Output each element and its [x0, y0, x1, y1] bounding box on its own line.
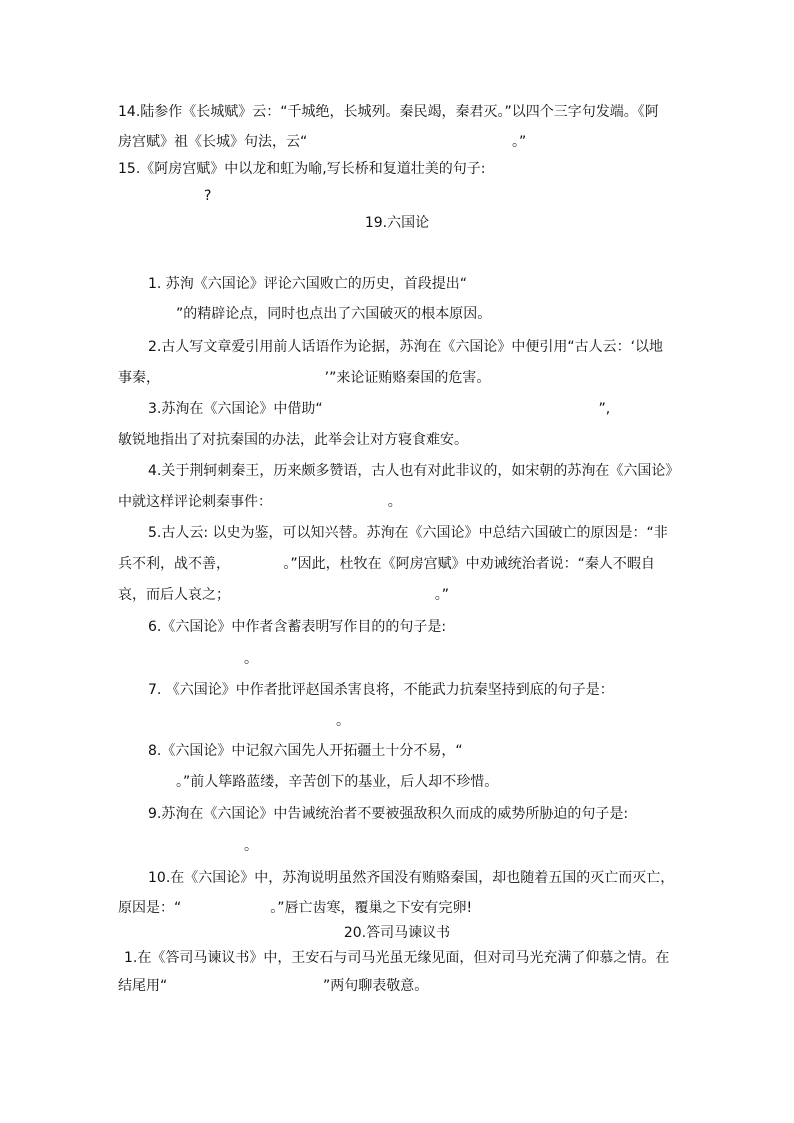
- q2-line1: 2.古人写文章爱引用前人话语作为论据，苏洵在《六国论》中便引用“古人云：‘以地: [148, 339, 664, 355]
- q15-line2: ?: [204, 188, 212, 204]
- q1-line2: ”的精辟论点，同时也点出了六国破灭的根本原因。: [176, 306, 492, 322]
- r1-line1: 1.在《答司马谏议书》中，王安石与司马光虽无缘见面，但对司马光充满了仰慕之情。在: [124, 950, 670, 966]
- q5-line2: 兵不利，战不善， 。”因此，杜牧在《阿房宫赋》中劝诫统治者说：“秦人不暇自: [118, 556, 655, 572]
- q9-line1: 9.苏洵在《六国论》中告诫统治者不要被强敌积久而成的威势所胁迫的句子是:: [148, 806, 629, 822]
- q5-line3: 哀，而后人哀之； 。”: [118, 587, 449, 603]
- q14-line1: 14.陆参作《长城赋》云：“千城绝，长城列。秦民竭，秦君灭。”以四个三字句发端。《阿: [118, 104, 659, 120]
- section-title-20: 20.答司马谏议书: [343, 925, 451, 941]
- q14-line2: 房宫赋》祖《长城》句法，云“ 。”: [118, 134, 527, 150]
- q8-line2: 。”前人筚路蓝缕，辛苦创下的基业，后人却不珍惜。: [176, 774, 499, 790]
- q8-line1: 8.《六国论》中记叙六国先人开拓疆土十分不易，“: [148, 743, 463, 759]
- q4-line1: 4.关于荆轲刺秦王，历来颇多赞语，古人也有对此非议的，如宋朝的苏洵在《六国论》: [148, 463, 680, 479]
- q6-line2: 。: [244, 651, 258, 667]
- q10-line2: 原因是：“ 。”唇亡齿寒，覆巢之下安有完卵!: [118, 900, 473, 916]
- q1-line1: 1. 苏洵《六国论》评论六国败亡的历史，首段提出“: [148, 276, 468, 292]
- q15-line1: 15.《阿房宫赋》中以龙和虹为喻,写长桥和复道壮美的句子:: [118, 161, 486, 177]
- q7-line2: 。: [336, 713, 350, 729]
- q5-line1: 5.古人云: 以史为鉴，可以知兴替。苏洵在《六国论》中总结六国破亡的原因是：“非: [148, 525, 668, 541]
- q4-line2: 中就这样评论刺秦事件： 。: [118, 494, 402, 510]
- q9-line2: 。: [244, 838, 258, 854]
- q2-line2: 事秦， ’”来论证贿赂秦国的危害。: [118, 370, 491, 386]
- r1-line2: 结尾用“ ”两句聊表敬意。: [118, 978, 429, 994]
- q10-line1: 10.在《六国论》中，苏洵说明虽然齐国没有贿赂秦国，却也随着五国的灭亡而灭亡，: [148, 870, 675, 886]
- q3-line1: 3.苏洵在《六国论》中借助“ ”,: [148, 401, 611, 417]
- section-title-19: 19.六国论: [364, 215, 430, 231]
- q6-line1: 6.《六国论》中作者含蓄表明写作目的的句子是:: [148, 619, 447, 635]
- q7-line1: 7. 《六国论》中作者批评赵国杀害良将，不能武力抗秦坚持到底的句子是：: [148, 682, 614, 698]
- q3-line2: 敏锐地指出了对抗秦国的办法，此举会让对方寝食难安。: [118, 432, 468, 448]
